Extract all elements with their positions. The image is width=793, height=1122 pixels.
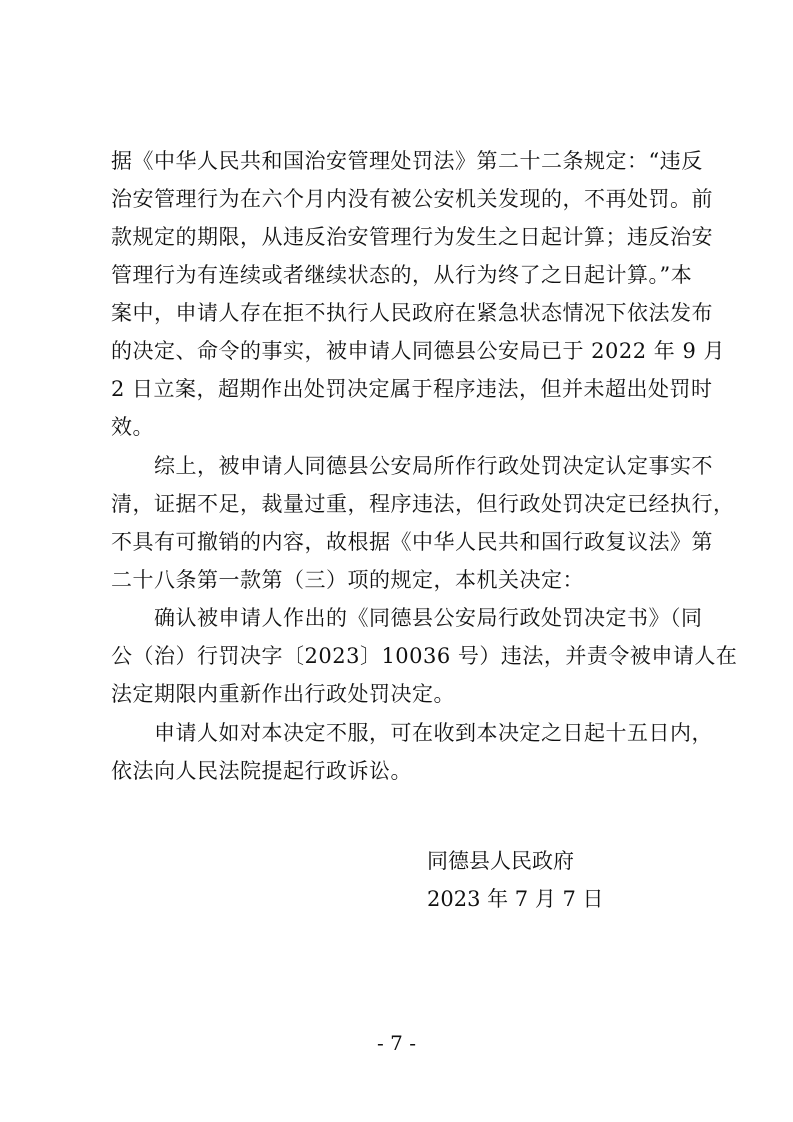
body-line: 不具有可撤销的内容，故根据《中华人民共和国行政复议法》第 xyxy=(111,530,713,554)
body-line: 管理行为有连续或者继续状态的，从行为终了之日起计算。”本 xyxy=(111,263,693,287)
body-line: 申请人如对本决定不服，可在收到本决定之日起十五日内， xyxy=(111,721,713,745)
body-line: 法定期限内重新作出行政处罚决定。 xyxy=(111,682,455,706)
signature-organization: 同德县人民政府 xyxy=(427,849,574,873)
body-line: 治安管理行为在六个月内没有被公安机关发现的，不再处罚。前 xyxy=(111,187,713,211)
body-line: 综上，被申请人同德县公安局所作行政处罚决定认定事实不 xyxy=(111,454,713,478)
body-line: 依法向人民法院提起行政诉讼。 xyxy=(111,759,412,783)
body-line: 的决定、命令的事实，被申请人同德县公安局已于 2022 年 9 月 xyxy=(111,339,726,363)
body-line: 2 日立案，超期作出处罚决定属于程序违法，但并未超出处罚时 xyxy=(111,377,713,401)
body-line: 清，证据不足，裁量过重，程序违法，但行政处罚决定已经执行， xyxy=(111,492,735,516)
body-line: 公（治）行罚决字〔2023〕10036 号）违法，并责令被申请人在 xyxy=(111,644,738,668)
body-line: 案中，申请人存在拒不执行人民政府在紧急状态情况下依法发布 xyxy=(111,301,713,325)
body-line: 确认被申请人作出的《同德县公安局行政处罚决定书》（同 xyxy=(111,606,703,630)
page-number: - 7 - xyxy=(377,1031,416,1055)
body-line: 据《中华人民共和国治安管理处罚法》第二十二条规定：“违反 xyxy=(111,149,703,173)
body-line: 款规定的期限，从违反治安管理行为发生之日起计算；违反治安 xyxy=(111,225,713,249)
body-line: 效。 xyxy=(111,415,154,439)
body-line: 二十八条第一款第（三）项的规定，本机关决定： xyxy=(111,568,584,592)
signature-date: 2023 年 7 月 7 日 xyxy=(427,887,604,911)
